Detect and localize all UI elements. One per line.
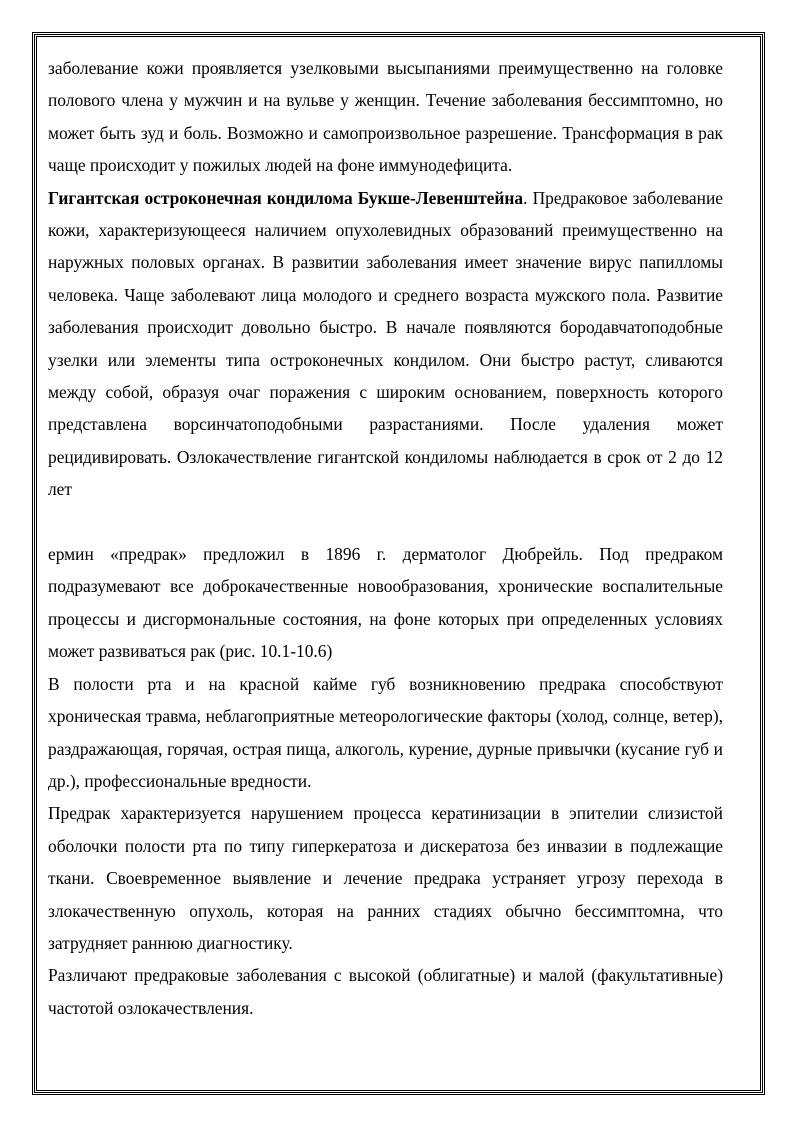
paragraph-6: Различают предраковые заболевания с высокой (облигатные) и малой (факультативные) частотой озлокачествления.	[48, 965, 723, 1018]
document-body	[48, 52, 723, 1024]
paragraph-gap	[48, 506, 723, 538]
paragraph-1: заболевание кожи проявляется узелковыми высыпаниями преимущественно на головке полового члена у мужчин и на вульве у женщин. Течение заболевания бессимптомно, но может быть зуд и боль. Возможно и самопроизвольное разрешение. Трансформация в рак чаще происходит у пожилых людей на фоне иммунодефицита.	[48, 58, 723, 176]
term-giant-condyloma: Гигантская остроконечная кондилома Букше-Левенштейна	[48, 187, 524, 208]
paragraph-3: ермин «предрак» предложил в 1896 г. дерматолог Дюбрейль. Под предраком подразумевают все доброкачественные новообразования, хронические воспалительные процессы и дисгормональные состояния, на фоне которых при определенных условиях может развиваться рак (рис. 10.1-10.6)	[48, 544, 723, 662]
paragraph-5: Предрак характеризуется нарушением процесса кератинизации в эпителии слизистой оболочки полости рта по типу гиперкератоза и дискератоза без инвазии в подлежащие ткани. Своевременное выявление и лечение предрака устраняет угрозу перехода в злокачественную опухоль, которая на ранних стадиях обычно бессимптомна, что затрудняет раннюю диагностику.	[48, 803, 723, 953]
paragraph-4: В полости рта и на красной кайме губ возникновению предрака способствуют хроническая травма, неблагоприятные метеорологические факторы (холод, солнце, ветер), раздражающая, горячая, острая пища, алкоголь, курение, дурные привычки (кусание губ и др.), профессиональные вредности.	[48, 673, 723, 791]
paragraph-2	[48, 182, 723, 506]
paragraph-2-text: . Предраковое заболевание кожи, характеризующееся наличием опухолевидных образований преимущественно на наружных половых органах. В развитии заболевания имеет значение вирус папилломы человека. Чаще заболевают лица молодого и среднего возраста мужского пола. Развитие заболевания происходит довольно быстро. В начале появляются бородавчатоподобные узелки или элементы типа остроконечных кондилом. Они быстро растут, сливаются между собой, образуя очаг поражения с широким основанием, поверхность которого представлена ворсинчатоподобными разрастаниями. После удаления может рецидивировать. Озлокачествление гигантской кондиломы наблюдается в срок от 2 до 12 лет	[48, 187, 723, 500]
